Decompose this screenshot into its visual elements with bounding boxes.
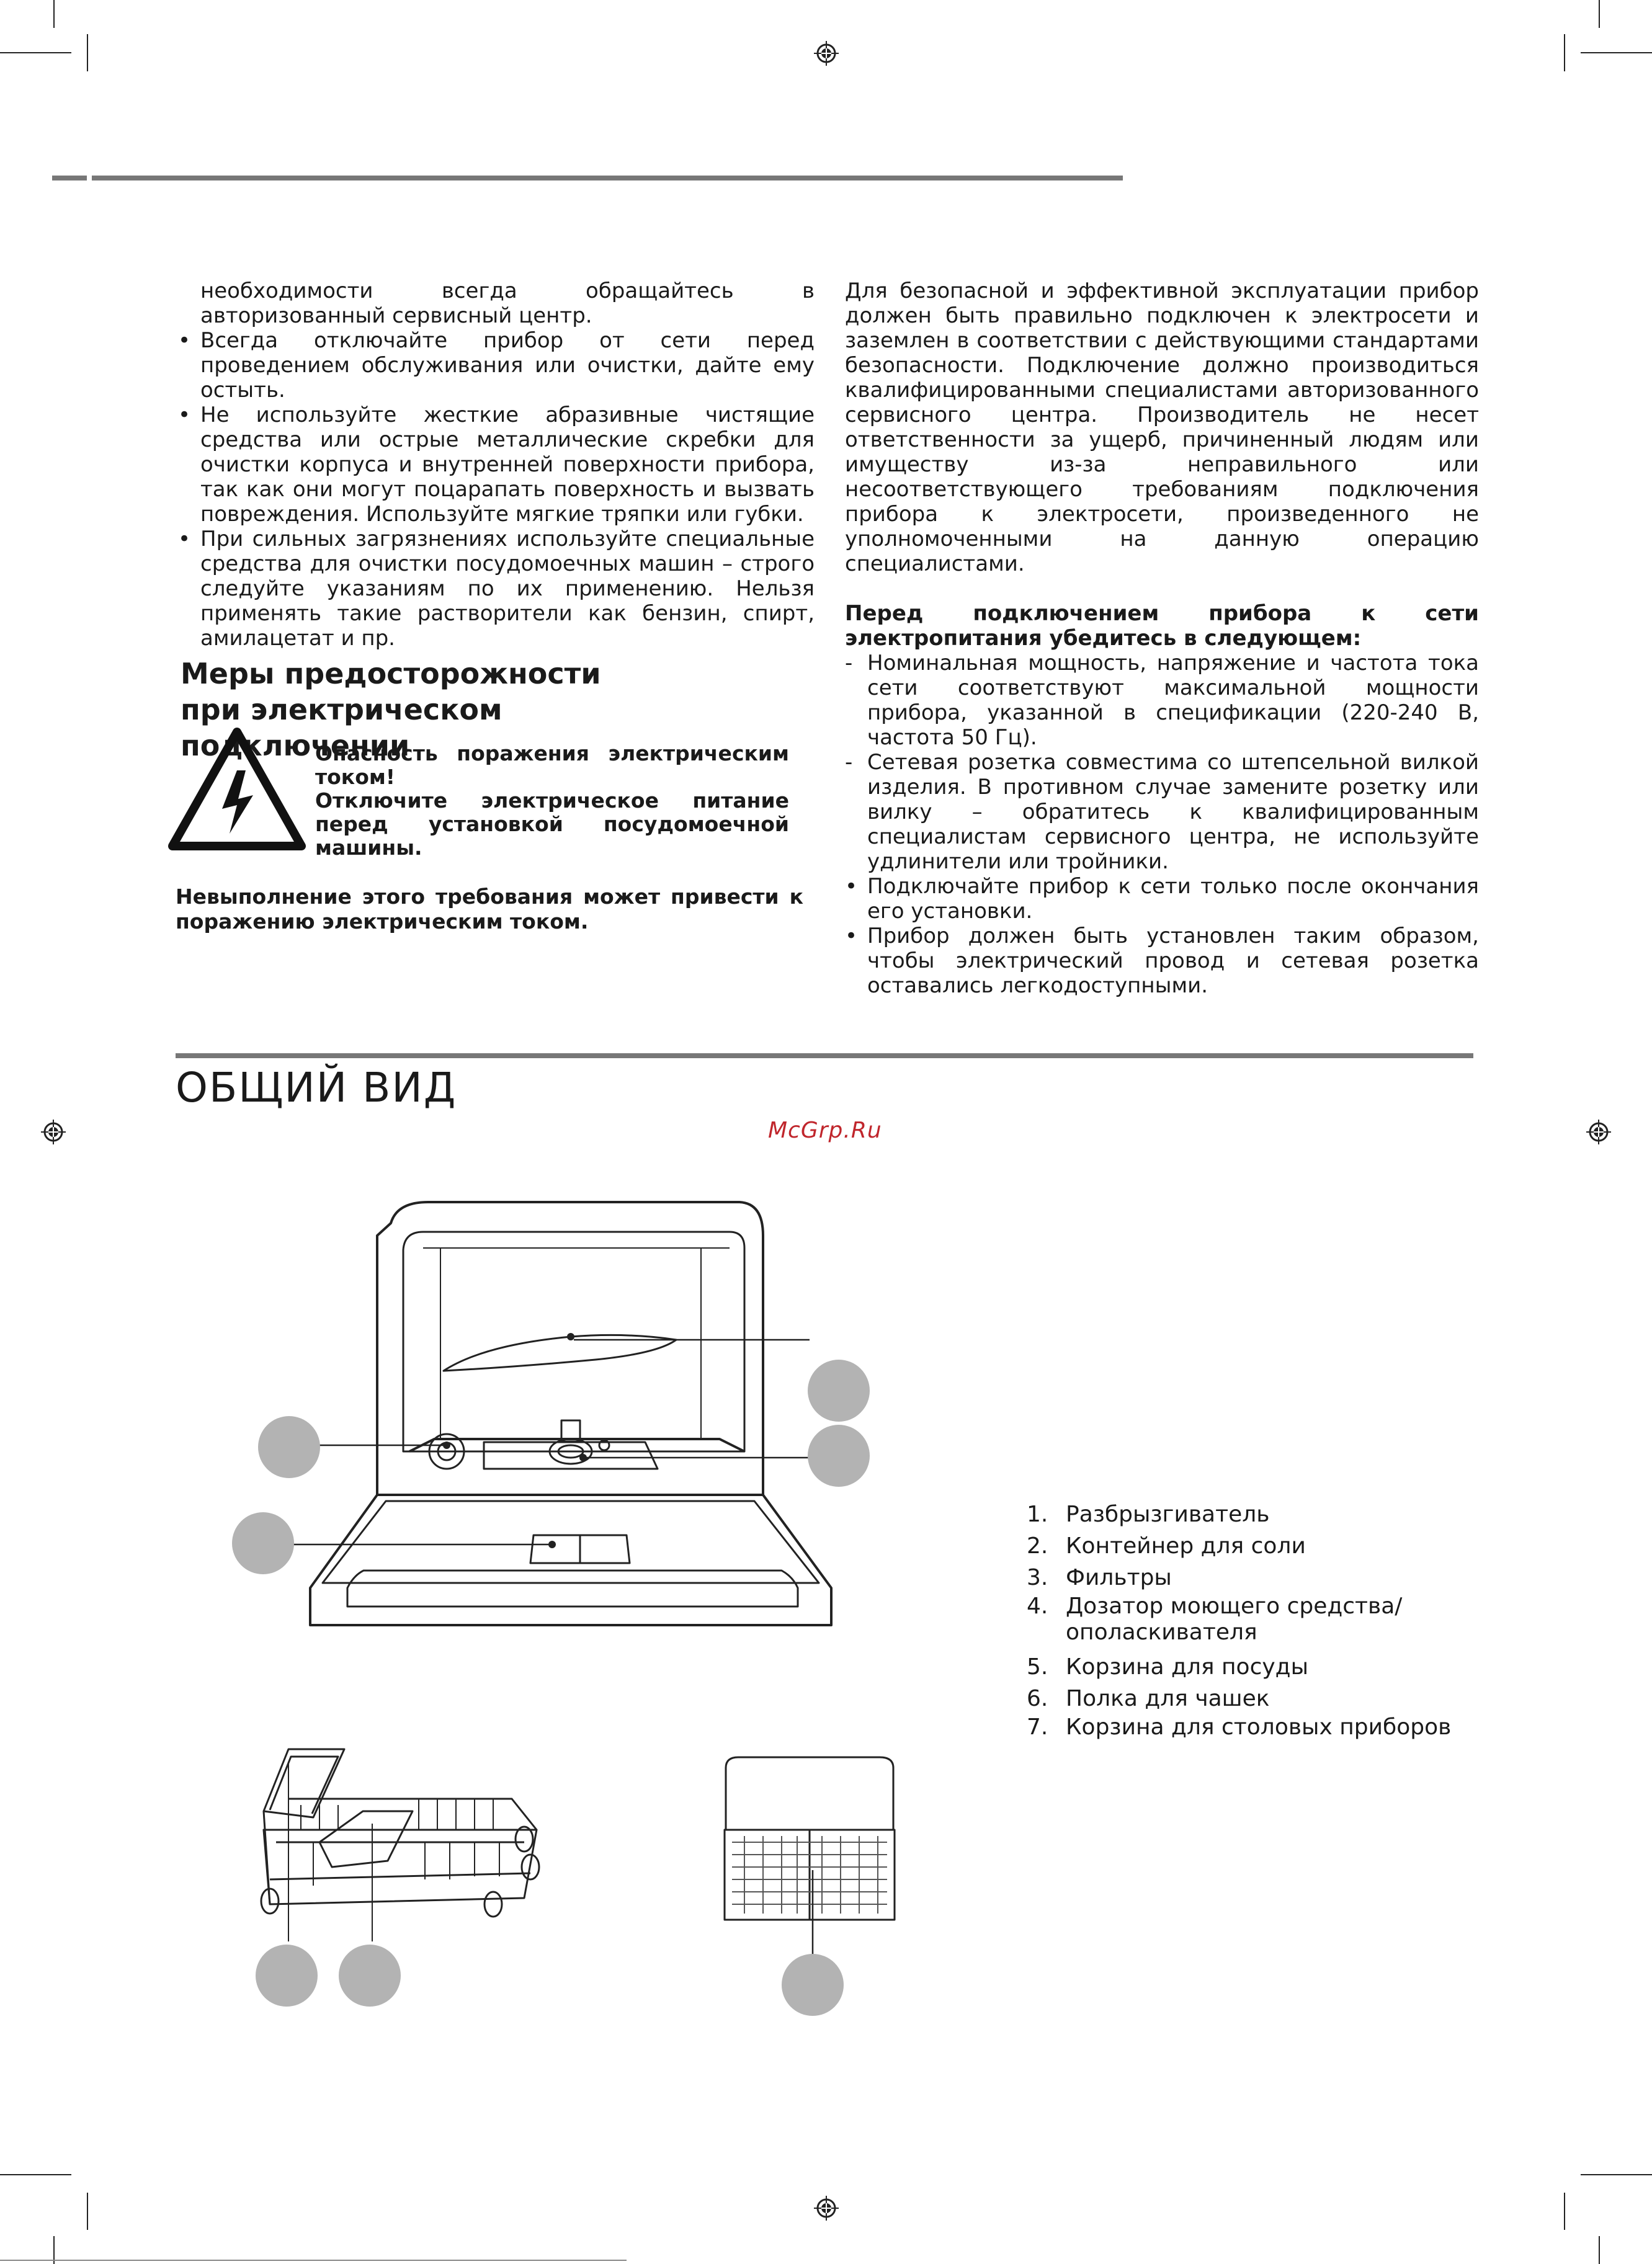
dash-text: Сетевая розетка совместима со штепсельной вилкой изделия. В противном случае замените розетку или вилку – обратитесь к квалифицированным специалистам сервисного центра, не используйте удлинители или тройники. xyxy=(867,750,1479,874)
bullet-text: Прибор должен быть установлен таким образом, чтобы электрический провод и сетевая розетка оставались легкодоступными. xyxy=(867,924,1479,998)
legend-number: 4. xyxy=(1027,1593,1048,1619)
left-column xyxy=(178,279,815,651)
list-item xyxy=(845,651,1479,750)
crop-mark xyxy=(0,52,71,53)
crop-mark xyxy=(1564,34,1565,71)
registration-mark-icon xyxy=(41,1120,66,1144)
callout-circle xyxy=(257,1415,321,1479)
crop-mark xyxy=(87,2193,88,2230)
callout-circle xyxy=(231,1511,295,1575)
list-item xyxy=(845,924,1479,998)
legend-number: 6. xyxy=(1027,1686,1048,1711)
bullet-text: Всегда отключайте прибор от сети перед проведением обслуживания или очистки, дайте ему остыть. xyxy=(200,328,815,403)
legend-number: 3. xyxy=(1027,1565,1048,1590)
legend-label: Корзина для столовых приборов xyxy=(1066,1714,1452,1740)
legend-label: Фильтры xyxy=(1066,1565,1172,1590)
bullet-text: При сильных загрязнениях используйте специальные средства для очистки посудомоечных машин – строго следуйте указаниям по их применению. Нельзя применять такие растворители как бензин, спирт, амилацетат и пр. xyxy=(200,527,815,651)
list-item xyxy=(1027,1683,1461,1714)
legend-number: 7. xyxy=(1027,1714,1048,1740)
crop-mark xyxy=(0,2260,627,2261)
legend-label: Разбрызгиватель xyxy=(1066,1502,1270,1527)
check-title: Перед подключением прибора к сети электропитания убедитесь в следующем: xyxy=(845,601,1479,651)
bullet-text: Подключайте прибор к сети только после окончания его установки. xyxy=(867,874,1479,924)
left-intro: необходимости всегда обращайтесь в авторизованный сервисный центр. xyxy=(200,279,815,328)
registration-mark-icon xyxy=(814,2196,839,2221)
callout-circle xyxy=(254,1943,319,2008)
warning-line: Опасность поражения электрическим током! xyxy=(315,741,789,789)
dash-text: Номинальная мощность, напряжение и частота тока сети соответствуют максимальной мощности прибора, указанной в спецификации (220-240 В, частота 50 Гц). xyxy=(867,651,1479,750)
bullet-text: Не используйте жесткие абразивные чистящие средства или острые металлические скребки для очистки корпуса и внутренней поверхности прибора, так как они могут поцарапать поверхность и вызвать повреждения. Используйте мягкие тряпки или губки. xyxy=(200,403,815,527)
section-title: Меры предосторожности при электрическом подключении xyxy=(181,657,601,762)
bullet-mark: • xyxy=(178,527,191,551)
legend-label: Корзина для посуды xyxy=(1066,1654,1308,1680)
list-item xyxy=(178,527,815,651)
callout-circle xyxy=(806,1358,871,1423)
right-column xyxy=(845,279,1479,998)
header-rule-short xyxy=(52,176,87,180)
dishwasher-drawing xyxy=(223,1191,906,1675)
list-item xyxy=(178,403,815,527)
dash-mark: - xyxy=(845,651,853,675)
bullet-mark: • xyxy=(845,874,858,899)
legend-label: Дозатор моющего средства/ ополаскивателя xyxy=(1066,1593,1403,1645)
list-item xyxy=(1027,1562,1461,1593)
list-item xyxy=(178,328,815,403)
bullet-mark: • xyxy=(178,328,191,353)
registration-mark-icon xyxy=(1586,1120,1611,1144)
header-rule xyxy=(92,176,1123,180)
callout-circle xyxy=(780,1953,845,2017)
list-item xyxy=(1027,1530,1461,1562)
list-item xyxy=(845,874,1479,924)
legend-label: Контейнер для соли xyxy=(1066,1533,1306,1559)
page-title: ОБЩИЙ ВИД xyxy=(176,1064,457,1112)
legend-number: 2. xyxy=(1027,1533,1048,1559)
dish-basket-drawing xyxy=(251,1737,549,1941)
bullet-mark: • xyxy=(178,403,191,427)
list-item xyxy=(1027,1714,1461,1740)
parts-legend xyxy=(1027,1499,1461,1740)
crop-mark xyxy=(1581,2174,1652,2175)
crop-mark xyxy=(1599,0,1600,28)
callout-circle xyxy=(806,1424,871,1488)
dash-mark: - xyxy=(845,750,853,775)
legend-number: 1. xyxy=(1027,1502,1048,1527)
crop-mark xyxy=(1581,52,1652,53)
crop-mark xyxy=(53,0,55,28)
warning-note: Невыполнение этого требования может привести к поражению электрическим током. xyxy=(176,885,803,934)
list-item xyxy=(845,750,1479,874)
callout-circle xyxy=(337,1943,402,2008)
section-rule xyxy=(176,1053,1473,1058)
crop-mark xyxy=(1599,2236,1600,2264)
watermark: McGrp.Ru xyxy=(768,1118,882,1143)
right-intro: Для безопасной и эффективной эксплуатации прибор должен быть правильно подключен к электросети и заземлен в соответствии с действующими стандартами безопасности. Подключение должно производиться квалифицированными специалистами авторизованного сервисного центра. Производитель не несет ответственности за ущерб, причиненный людям или имуществу из-за неправильного или несоответствующего требованиям подключения прибора к электросети, произведенного не уполномоченными на данную операцию специалистами. xyxy=(845,279,1479,576)
electric-hazard-icon xyxy=(167,727,306,851)
crop-mark xyxy=(87,34,88,71)
cutlery-basket-drawing xyxy=(720,1752,900,1957)
legend-number: 5. xyxy=(1027,1654,1048,1680)
list-item xyxy=(1027,1499,1461,1530)
crop-mark xyxy=(0,2174,71,2175)
list-item xyxy=(1027,1593,1461,1646)
registration-mark-icon xyxy=(814,41,839,66)
list-item xyxy=(1027,1651,1461,1683)
bullet-mark: • xyxy=(845,924,858,948)
warning-text xyxy=(315,742,789,860)
legend-label: Полка для чашек xyxy=(1066,1686,1270,1711)
warning-line: Отключите электрическое питание перед установкой посудомоечной машины. xyxy=(315,788,789,860)
crop-mark xyxy=(1564,2193,1565,2230)
